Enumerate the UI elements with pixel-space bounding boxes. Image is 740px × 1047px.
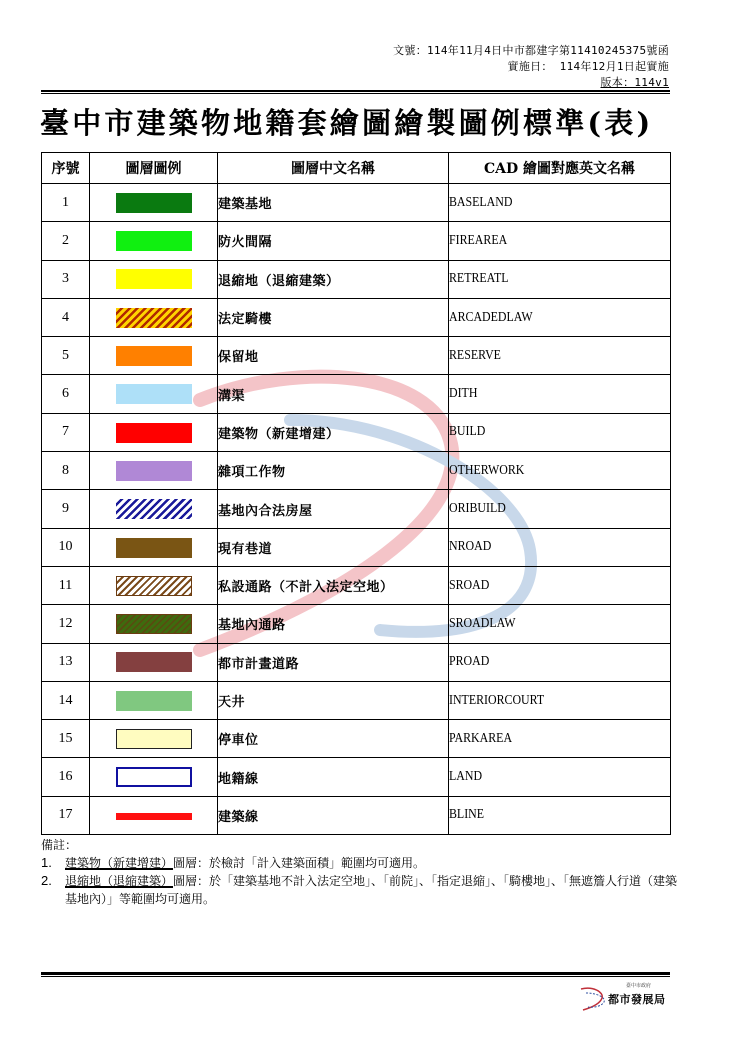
column-header-legend: 圖層圖例 [90, 153, 218, 184]
layer-chinese-name: 地籍線 [218, 758, 449, 796]
layer-cad-name-cell [449, 796, 671, 834]
layer-chinese-name: 私設通路（不計入法定空地） [218, 566, 449, 604]
note-index: 1. [41, 855, 52, 870]
table-row [42, 796, 671, 834]
department-logo-icon [578, 984, 608, 1012]
row-number: 15 [42, 720, 90, 758]
layer-chinese-name: 建築線 [218, 796, 449, 834]
table-header-row [42, 153, 671, 184]
layer-cad-name-cell [449, 413, 671, 451]
legend-swatch-cell [90, 605, 218, 643]
effective-date: 實施日： 114年12月1日起實施 [507, 60, 669, 73]
legend-swatch [116, 576, 192, 596]
layer-cad-name-cell [449, 528, 671, 566]
layer-cad-name: DITH [449, 386, 478, 402]
legend-swatch [116, 813, 192, 820]
note-item [41, 872, 681, 908]
table-row [42, 260, 671, 298]
legend-swatch-cell [90, 643, 218, 681]
table-row [42, 643, 671, 681]
layer-cad-name: SROAD [449, 577, 490, 593]
row-number: 5 [42, 337, 90, 375]
layer-cad-name-cell [449, 643, 671, 681]
table-row [42, 452, 671, 490]
legend-swatch [116, 538, 192, 558]
table-row [42, 184, 671, 222]
legend-swatch-cell [90, 298, 218, 336]
legend-swatch [116, 729, 192, 749]
row-number: 2 [42, 222, 90, 260]
legend-swatch-cell [90, 337, 218, 375]
layer-chinese-name: 雜項工作物 [218, 452, 449, 490]
row-number: 11 [42, 566, 90, 604]
table-row [42, 720, 671, 758]
layer-cad-name: NROAD [449, 539, 492, 555]
layer-cad-name-cell [449, 681, 671, 719]
table-row [42, 222, 671, 260]
row-number: 8 [42, 452, 90, 490]
legend-swatch [116, 614, 192, 634]
legend-swatch [116, 423, 192, 443]
legend-swatch-cell [90, 796, 218, 834]
legend-swatch [116, 269, 192, 289]
layer-cad-name: BLINE [449, 807, 485, 823]
legend-swatch [116, 691, 192, 711]
footer-org-name: 都市發展局 [608, 993, 666, 1006]
layer-cad-name: BASELAND [449, 194, 513, 210]
column-header-cad-name: CAD 繪圖對應英文名稱 [449, 153, 671, 184]
table-row [42, 605, 671, 643]
row-number: 4 [42, 298, 90, 336]
layer-chinese-name: 退縮地（退縮建築） [218, 260, 449, 298]
layer-cad-name-cell [449, 720, 671, 758]
layer-cad-name: ORIBUILD [449, 501, 506, 517]
notes-heading: 備註： [41, 838, 78, 852]
table-row [42, 528, 671, 566]
legend-swatch-cell [90, 720, 218, 758]
row-number: 3 [42, 260, 90, 298]
layer-chinese-name: 天井 [218, 681, 449, 719]
legend-swatch [116, 193, 192, 213]
table-row [42, 681, 671, 719]
table-row [42, 337, 671, 375]
layer-cad-name: PROAD [449, 654, 490, 670]
page-title: 臺中市建築物地籍套繪圖繪製圖例標準(表) [40, 106, 654, 140]
row-number: 16 [42, 758, 90, 796]
layer-cad-name: OTHERWORK [449, 462, 525, 478]
layer-cad-name-cell [449, 337, 671, 375]
layer-cad-name: ARCADEDLAW [449, 309, 533, 325]
legend-swatch [116, 308, 192, 328]
layer-cad-name: INTERIORCOURT [449, 692, 545, 708]
legend-swatch [116, 231, 192, 251]
note-text: 圖層：於「建築基地不計入法定空地」、「前院」、「指定退縮」、「騎樓地」、「無遮簷人行道（建築基地內）」等範圍均可適用。 [65, 874, 678, 906]
layer-chinese-name: 防火間隔 [218, 222, 449, 260]
footer-logo [578, 982, 678, 1012]
layer-chinese-name: 都市計畫道路 [218, 643, 449, 681]
column-header-chinese-name: 圖層中文名稱 [218, 153, 449, 184]
legend-swatch [116, 499, 192, 519]
footer-org-small: 臺中市政府 [626, 983, 652, 989]
note-item [41, 854, 681, 872]
layer-chinese-name: 基地內合法房屋 [218, 490, 449, 528]
legend-swatch-cell [90, 681, 218, 719]
row-number: 9 [42, 490, 90, 528]
note-text: 圖層：於檢討「計入建築面積」範圍均可適用。 [173, 856, 426, 870]
layer-cad-name: LAND [449, 769, 483, 785]
layer-chinese-name: 停車位 [218, 720, 449, 758]
column-header-number: 序號 [42, 153, 90, 184]
legend-swatch-cell [90, 184, 218, 222]
layer-cad-name-cell [449, 605, 671, 643]
layer-cad-name-cell [449, 758, 671, 796]
row-number: 7 [42, 413, 90, 451]
table-row [42, 758, 671, 796]
layer-cad-name-cell [449, 298, 671, 336]
layer-cad-name-cell [449, 260, 671, 298]
legend-swatch [116, 652, 192, 672]
layer-cad-name-cell [449, 452, 671, 490]
layer-chinese-name: 建築物（新建增建） [218, 413, 449, 451]
layer-cad-name: BUILD [449, 424, 486, 440]
table-row [42, 490, 671, 528]
note-underlined-term: 退縮地（退縮建築） [65, 874, 174, 888]
legend-table [41, 152, 671, 835]
row-number: 14 [42, 681, 90, 719]
legend-swatch-cell [90, 413, 218, 451]
row-number: 13 [42, 643, 90, 681]
layer-chinese-name: 溝渠 [218, 375, 449, 413]
legend-swatch-cell [90, 566, 218, 604]
layer-chinese-name: 保留地 [218, 337, 449, 375]
header-divider [41, 90, 670, 94]
layer-cad-name: RETREATL [449, 271, 509, 287]
legend-swatch [116, 384, 192, 404]
row-number: 10 [42, 528, 90, 566]
layer-cad-name: FIREAREA [449, 232, 508, 248]
layer-cad-name-cell [449, 566, 671, 604]
row-number: 17 [42, 796, 90, 834]
footer-divider [41, 972, 670, 977]
layer-cad-name-cell [449, 375, 671, 413]
layer-cad-name: SROADLAW [449, 615, 516, 631]
document-header [393, 43, 669, 91]
notes-section [41, 836, 681, 908]
legend-swatch-cell [90, 758, 218, 796]
legend-swatch-cell [90, 222, 218, 260]
doc-number: 文號：114年11月4日中市都建字第11410245375號函 [393, 44, 669, 57]
table-row [42, 298, 671, 336]
version-label: 版本：114v1 [600, 76, 669, 89]
layer-cad-name-cell [449, 184, 671, 222]
row-number: 1 [42, 184, 90, 222]
note-underlined-term: 建築物（新建增建） [65, 856, 174, 870]
legend-swatch-cell [90, 528, 218, 566]
legend-swatch-cell [90, 452, 218, 490]
legend-swatch-cell [90, 260, 218, 298]
legend-swatch-cell [90, 490, 218, 528]
row-number: 12 [42, 605, 90, 643]
layer-cad-name: PARKAREA [449, 730, 513, 746]
legend-swatch [116, 346, 192, 366]
row-number: 6 [42, 375, 90, 413]
table-row [42, 375, 671, 413]
layer-chinese-name: 法定騎樓 [218, 298, 449, 336]
note-index: 2. [41, 873, 52, 888]
layer-cad-name-cell [449, 222, 671, 260]
layer-cad-name: RESERVE [449, 347, 501, 363]
layer-chinese-name: 現有巷道 [218, 528, 449, 566]
layer-chinese-name: 基地內通路 [218, 605, 449, 643]
table-row [42, 413, 671, 451]
table-row [42, 566, 671, 604]
legend-swatch-cell [90, 375, 218, 413]
layer-chinese-name: 建築基地 [218, 184, 449, 222]
legend-swatch [116, 461, 192, 481]
legend-swatch [116, 767, 192, 787]
layer-cad-name-cell [449, 490, 671, 528]
